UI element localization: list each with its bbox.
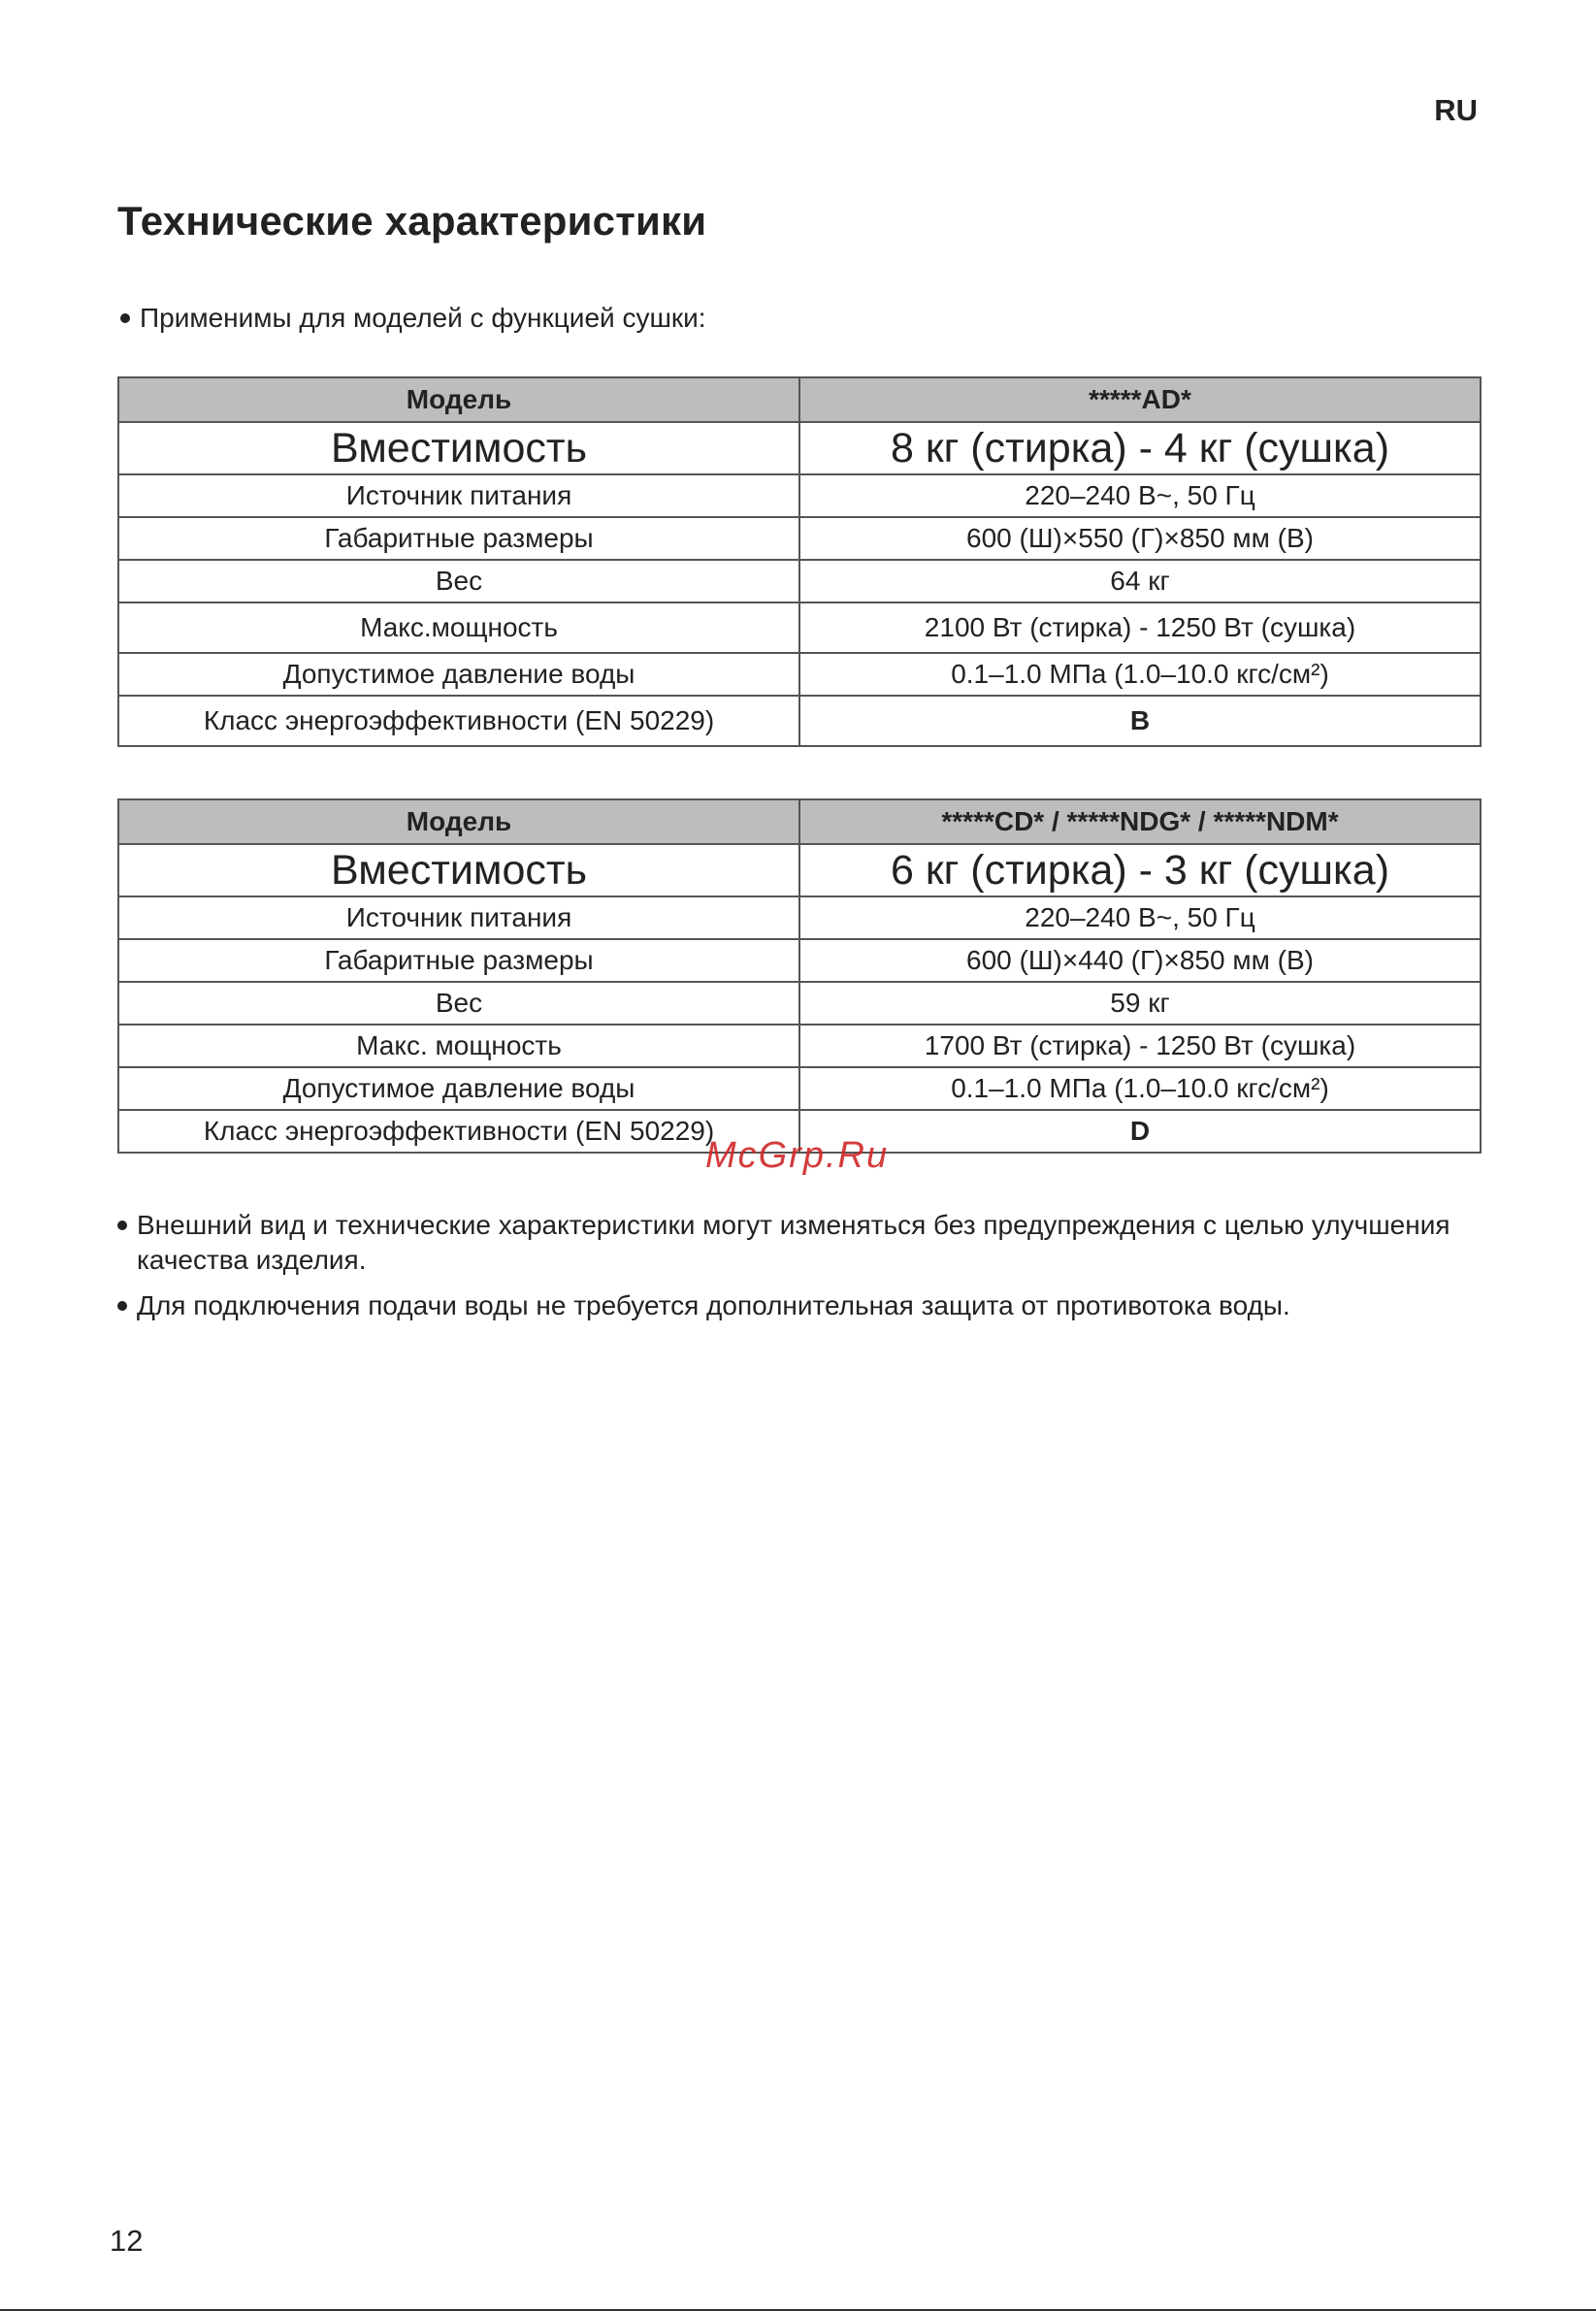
- spec-value: 2100 Вт (стирка) - 1250 Вт (сушка): [799, 602, 1481, 653]
- spec-label: Вместимость: [118, 422, 799, 474]
- table-row: [118, 517, 1481, 560]
- bullet-icon: [117, 1221, 127, 1230]
- spec-label: Вес: [118, 560, 799, 602]
- bullet-icon: [120, 313, 130, 323]
- spec-label: Допустимое давление воды: [118, 653, 799, 696]
- spec-value: 220–240 В~, 50 Гц: [799, 896, 1481, 939]
- spec-value: 220–240 В~, 50 Гц: [799, 474, 1481, 517]
- intro-line: [120, 303, 706, 334]
- model-value: *****CD* / *****NDG* / *****NDM*: [799, 799, 1481, 844]
- list-item: [117, 1208, 1495, 1278]
- spec-label: Габаритные размеры: [118, 517, 799, 560]
- language-code: RU: [1434, 93, 1478, 127]
- spec-value: 64 кг: [799, 560, 1481, 602]
- table-row: [118, 560, 1481, 602]
- table-row: [118, 422, 1481, 474]
- spec-value: 6 кг (стирка) - 3 кг (сушка): [799, 844, 1481, 896]
- table-row: [118, 939, 1481, 982]
- spec-value: 0.1–1.0 МПа (1.0–10.0 кгс/см²): [799, 653, 1481, 696]
- spec-label: Источник питания: [118, 474, 799, 517]
- spec-label: Класс энергоэффективности (EN 50229): [118, 696, 799, 746]
- table-row: [118, 1067, 1481, 1110]
- spec-label: Габаритные размеры: [118, 939, 799, 982]
- notes-list: [117, 1208, 1495, 1334]
- watermark-text: McGrp.Ru: [705, 1135, 890, 1176]
- spec-label: Вес: [118, 982, 799, 1025]
- spec-value: D: [799, 1110, 1481, 1153]
- model-label: Модель: [118, 377, 799, 422]
- spec-label: Макс.мощность: [118, 602, 799, 653]
- page-number: 12: [110, 2224, 144, 2258]
- intro-text: Применимы для моделей с функцией сушки:: [140, 303, 706, 333]
- table-row: [118, 474, 1481, 517]
- spec-value: 600 (Ш)×550 (Г)×850 мм (В): [799, 517, 1481, 560]
- spec-label: Макс. мощность: [118, 1025, 799, 1067]
- page-title: Технические характеристики: [117, 198, 707, 244]
- table-row: [118, 982, 1481, 1025]
- list-item: [117, 1288, 1495, 1323]
- spec-value: 8 кг (стирка) - 4 кг (сушка): [799, 422, 1481, 474]
- note-text: Для подключения подачи воды не требуется дополнительная защита от противотока воды.: [137, 1290, 1290, 1320]
- model-label: Модель: [118, 799, 799, 844]
- spec-table-2: [117, 798, 1482, 1154]
- note-text: Внешний вид и технические характеристики могут изменяться без предупреждения с целью улучшения качества изделия.: [137, 1210, 1450, 1275]
- table-row: [118, 1025, 1481, 1067]
- spec-label: Класс энергоэффективности (EN 50229): [118, 1110, 799, 1153]
- table-row: [118, 896, 1481, 939]
- table-header-row: [118, 377, 1481, 422]
- table-row: [118, 696, 1481, 746]
- spec-label: Вместимость: [118, 844, 799, 896]
- table-row: [118, 653, 1481, 696]
- model-value: *****AD*: [799, 377, 1481, 422]
- bullet-icon: [117, 1301, 127, 1311]
- spec-label: Допустимое давление воды: [118, 1067, 799, 1110]
- spec-value: B: [799, 696, 1481, 746]
- spec-label: Источник питания: [118, 896, 799, 939]
- table-row: [118, 844, 1481, 896]
- table-row: [118, 602, 1481, 653]
- spec-value: 0.1–1.0 МПа (1.0–10.0 кгс/см²): [799, 1067, 1481, 1110]
- spec-value: 1700 Вт (стирка) - 1250 Вт (сушка): [799, 1025, 1481, 1067]
- spec-value: 600 (Ш)×440 (Г)×850 мм (В): [799, 939, 1481, 982]
- table-header-row: [118, 799, 1481, 844]
- spec-table-1: [117, 376, 1482, 747]
- spec-value: 59 кг: [799, 982, 1481, 1025]
